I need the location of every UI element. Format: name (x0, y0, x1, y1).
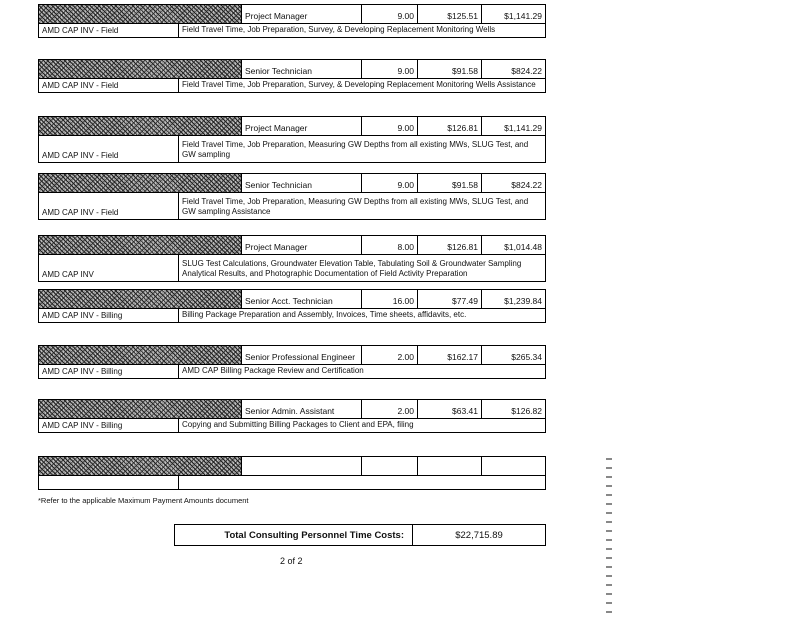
line-cost: $1,014.48 (504, 242, 542, 252)
task-code: AMD CAP INV - Billing (39, 365, 179, 378)
row-header (242, 116, 546, 136)
hours (362, 457, 418, 475)
hourly-rate: $126.81 (418, 117, 482, 135)
task-code: AMD CAP INV - Billing (39, 309, 179, 322)
row-header (242, 4, 546, 24)
row-header (242, 456, 546, 476)
redacted-block (38, 116, 242, 136)
row-detail (38, 309, 546, 323)
total-value: $22,715.89 (455, 529, 503, 541)
task-code: AMD CAP INV (39, 255, 179, 281)
task-code: AMD CAP INV - Field (39, 136, 179, 162)
line-cost: $126.82 (511, 406, 542, 416)
line-cost: $265.34 (511, 352, 542, 362)
row-detail (38, 79, 546, 93)
hours: 9.00 (362, 117, 418, 135)
row-detail (38, 136, 546, 163)
line-cost: $1,141.29 (504, 123, 542, 133)
page-number: 2 of 2 (280, 556, 303, 566)
footnote: *Refer to the applicable Maximum Payment Amounts document (38, 496, 249, 505)
hourly-rate: $77.49 (418, 290, 482, 308)
task-description: Field Travel Time, Job Preparation, Measuring GW Depths from all existing MWs, SLUG Test, and GW sampling Assistance (182, 197, 529, 216)
redacted-block (38, 173, 242, 193)
task-code: AMD CAP INV - Field (39, 193, 179, 219)
line-cost: $1,239.84 (504, 296, 542, 306)
task-description: Field Travel Time, Job Preparation, Survey, & Developing Replacement Monitoring Wells Assistance (182, 80, 536, 89)
hours: 9.00 (362, 60, 418, 78)
redacted-block (38, 399, 242, 419)
line-cost: $1,141.29 (504, 11, 542, 21)
position-title: Senior Technician (242, 60, 362, 78)
position-title: Senior Professional Engineer (242, 346, 362, 364)
task-description: Copying and Submitting Billing Packages to Client and EPA, filing (182, 420, 414, 429)
hours: 9.00 (362, 174, 418, 192)
hours: 2.00 (362, 346, 418, 364)
redacted-block (38, 235, 242, 255)
task-code (39, 476, 179, 489)
table-row (38, 4, 546, 38)
table-row (38, 345, 546, 379)
row-detail (38, 365, 546, 379)
task-description: SLUG Test Calculations, Groundwater Elevation Table, Tabulating Soil & Groundwater Sampling Analytical Results, and Photographic Documentation of Field Activity Preparation (182, 259, 522, 278)
hours: 9.00 (362, 5, 418, 23)
row-detail (38, 255, 546, 282)
task-description: Field Travel Time, Job Preparation, Survey, & Developing Replacement Monitoring Wells (182, 25, 496, 34)
hours: 2.00 (362, 400, 418, 418)
table-row (38, 59, 546, 93)
redacted-block (38, 4, 242, 24)
total-row (174, 524, 546, 546)
total-label: Total Consulting Personnel Time Costs: (175, 525, 413, 545)
line-cost: $824.22 (511, 180, 542, 190)
position-title: Project Manager (242, 5, 362, 23)
task-description (179, 476, 545, 489)
row-header (242, 59, 546, 79)
row-detail (38, 193, 546, 220)
redacted-block (38, 345, 242, 365)
row-detail (38, 24, 546, 38)
position-title: Senior Admin. Assistant (242, 400, 362, 418)
task-description: AMD CAP Billing Package Review and Certification (182, 366, 364, 375)
hourly-rate: $125.51 (418, 5, 482, 23)
line-cost: $824.22 (511, 66, 542, 76)
row-detail (38, 419, 546, 433)
hourly-rate (418, 457, 482, 475)
row-header (242, 173, 546, 193)
hourly-rate: $126.81 (418, 236, 482, 254)
position-title: Project Manager (242, 117, 362, 135)
position-title: Project Manager (242, 236, 362, 254)
hourly-rate: $91.58 (418, 60, 482, 78)
row-detail (38, 476, 546, 490)
task-code: AMD CAP INV - Field (39, 79, 179, 92)
task-description: Field Travel Time, Job Preparation, Measuring GW Depths from all existing MWs, SLUG Test, and GW sampling (182, 140, 529, 159)
redacted-block (38, 456, 242, 476)
task-code: AMD CAP INV - Billing (39, 419, 179, 432)
margin-scan-marks (606, 458, 612, 614)
position-title (242, 457, 362, 475)
line-cost (482, 457, 545, 475)
row-header (242, 399, 546, 419)
row-header (242, 235, 546, 255)
table-row (38, 456, 546, 490)
position-title: Senior Technician (242, 174, 362, 192)
row-header (242, 345, 546, 365)
table-row (38, 173, 546, 220)
table-row (38, 399, 546, 433)
task-code: AMD CAP INV - Field (39, 24, 179, 37)
table-row (38, 289, 546, 323)
redacted-block (38, 289, 242, 309)
hourly-rate: $63.41 (418, 400, 482, 418)
task-description: Billing Package Preparation and Assembly, Invoices, Time sheets, affidavits, etc. (182, 310, 467, 319)
hours: 8.00 (362, 236, 418, 254)
position-title: Senior Acct. Technician (242, 290, 362, 308)
table-row (38, 116, 546, 163)
table-row (38, 235, 546, 282)
hours: 16.00 (362, 290, 418, 308)
row-header (242, 289, 546, 309)
hourly-rate: $162.17 (418, 346, 482, 364)
redacted-block (38, 59, 242, 79)
hourly-rate: $91.58 (418, 174, 482, 192)
